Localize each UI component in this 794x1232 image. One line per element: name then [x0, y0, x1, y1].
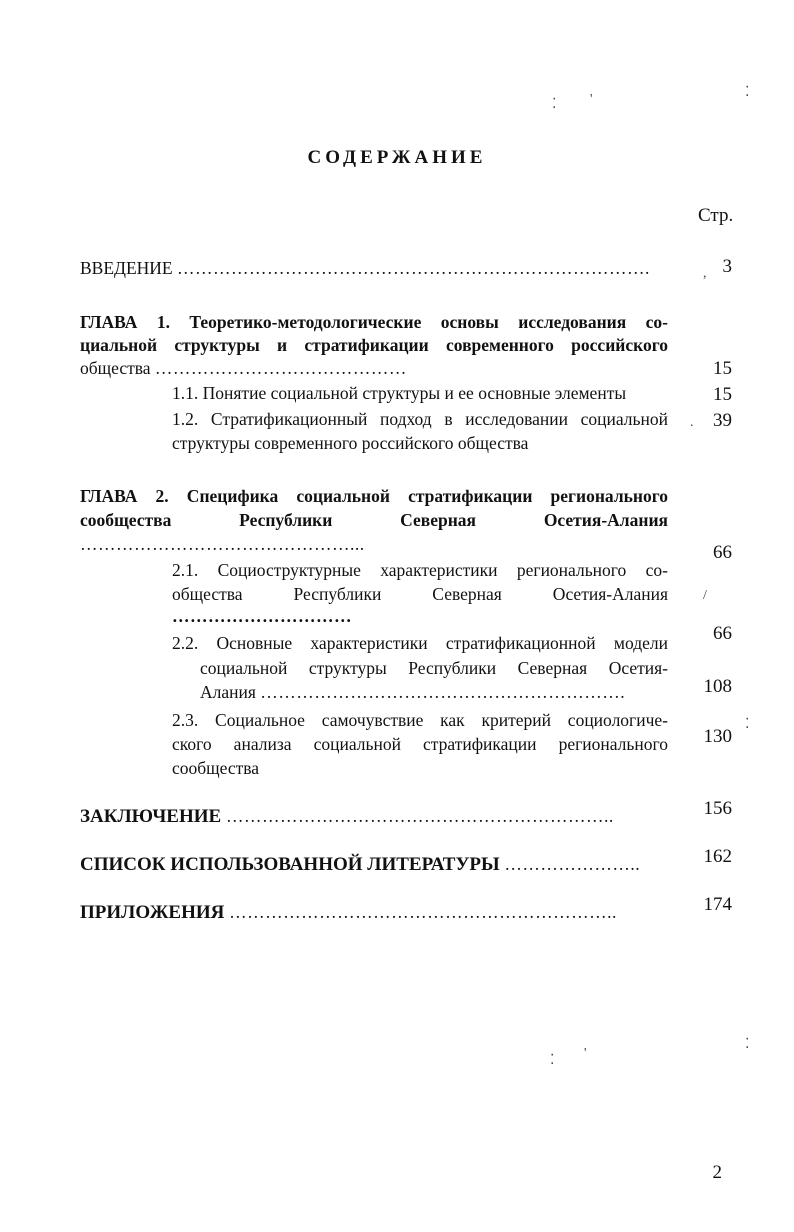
s23-line2: ского анализа социальной стратификации регионального — [172, 734, 668, 754]
intro-dots: ……………………………………………………………………. — [177, 258, 650, 278]
scan-speck: ⁚ — [552, 97, 557, 112]
s22-line3: Алания — [200, 682, 256, 702]
ch1-dots: …………………………………… — [154, 358, 407, 378]
s21-line2: общества Республики Северная Осетия-Алания — [172, 584, 668, 604]
scan-speck: ⁚ — [550, 1053, 555, 1068]
s11-label: 1.1. Понятие социальной структуры и ее основные элементы — [172, 383, 627, 403]
s21-page: 66 — [713, 623, 732, 644]
conclusion-label: ЗАКЛЮЧЕНИЕ — [80, 806, 222, 827]
scan-speck: ' — [584, 1046, 587, 1061]
scan-speck: ' — [590, 92, 593, 107]
conclusion-page: 156 — [703, 798, 732, 819]
ch1-heading-line1: ГЛАВА 1. Теоретико-методологические основы исследования со- — [80, 312, 668, 332]
scan-speck: / — [703, 588, 707, 603]
scan-speck: , — [703, 266, 707, 281]
intro-label: ВВЕДЕНИЕ — [80, 258, 173, 278]
references-page: 162 — [703, 846, 732, 867]
ch2-dots: ………………………………………... — [80, 534, 365, 554]
s12-line2: структуры современного российского общества — [172, 433, 529, 453]
conclusion-dots: ……………………………………………………….. — [225, 806, 614, 826]
s23-line3: сообщества — [172, 758, 260, 778]
s23-page: 130 — [703, 726, 732, 747]
ch1-page: 15 — [713, 358, 732, 379]
intro-page: 3 — [722, 256, 732, 277]
appendix-label: ПРИЛОЖЕНИЯ — [80, 902, 225, 923]
ch2-page: 66 — [713, 542, 732, 563]
s11-page: 15 — [713, 384, 732, 405]
s21-line1: 2.1. Социоструктурные характеристики регионального со- — [172, 560, 668, 580]
s22-dots: ……………………………………………………. — [260, 682, 626, 702]
appendix-page: 174 — [703, 894, 732, 915]
references-label: СПИСОК ИСПОЛЬЗОВАННОЙ ЛИТЕРАТУРЫ — [80, 854, 500, 875]
ch2-heading-line2: сообщества Республики Северная Осетия-Алания — [80, 510, 668, 530]
ch1-heading-line3: общества — [80, 358, 151, 378]
s12-page: 39 — [713, 410, 732, 431]
page-number: 2 — [712, 1162, 722, 1183]
ch2-heading-line1: ГЛАВА 2. Специфика социальной стратификации регионального — [80, 486, 668, 506]
page-column-label: Стр. — [698, 205, 734, 226]
s12-line1: 1.2. Стратификационный подход в исследовании социальной — [172, 409, 668, 429]
scan-speck: ⁚ — [745, 1037, 750, 1052]
s22-page: 108 — [703, 676, 732, 697]
appendix-dots: ……………………………………………………….. — [229, 902, 617, 922]
s23-line1: 2.3. Социальное самочувствие как критерий социологиче- — [172, 710, 668, 730]
s21-dots: ………………………… — [172, 606, 352, 626]
s22-line1: 2.2. Основные характеристики стратификационной модели — [172, 633, 668, 653]
s22-line2: социальной структуры Республики Северная Осетия- — [200, 658, 668, 678]
scan-speck: ⁚ — [745, 717, 750, 732]
scan-speck: ⁚ — [745, 85, 750, 100]
toc-title: СОДЕРЖАНИЕ — [307, 147, 487, 168]
references-dots: ………………….. — [504, 854, 641, 874]
ch1-heading-line2: циальной структуры и стратификации современного российского — [80, 335, 668, 355]
scan-speck: . — [690, 415, 694, 430]
